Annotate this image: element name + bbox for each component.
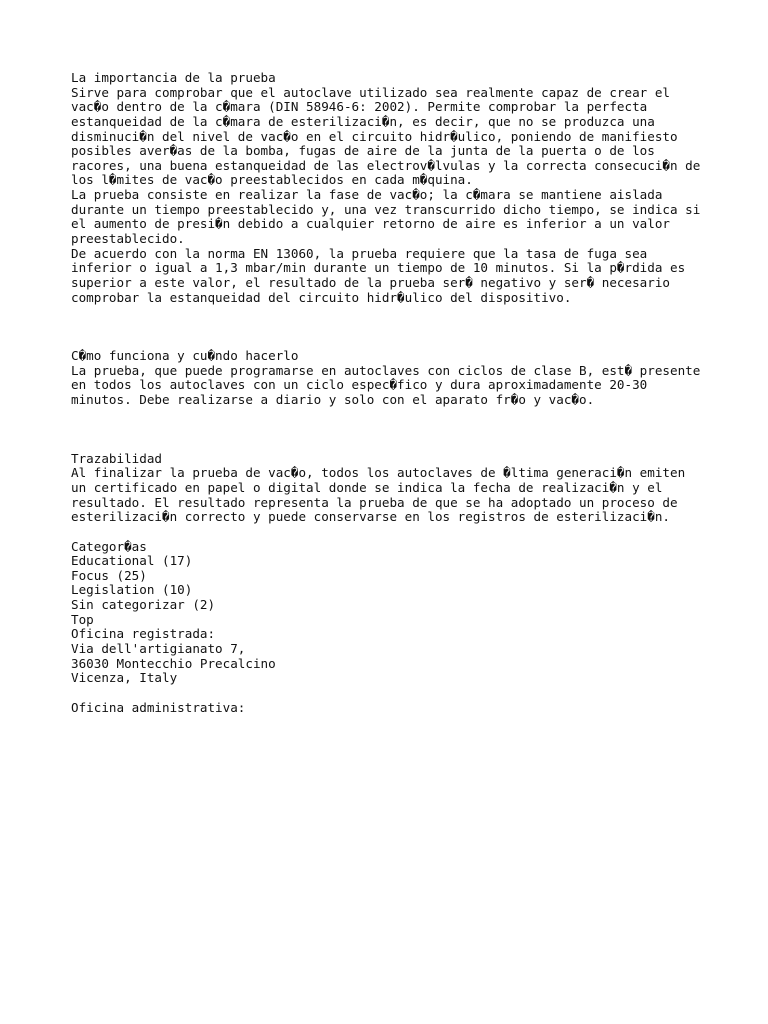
paragraph-line: el aumento de presi�n debido a cualquier retorno de aire es inferior a un valor: [71, 216, 670, 232]
category-link-legislation[interactable]: Legislation (10): [71, 582, 193, 598]
paragraph-line: un certificado en papel o digital donde se indica la fecha de realizaci�n y el: [71, 479, 663, 495]
paragraph-line: De acuerdo con la norma EN 13060, la prueba requiere que la tasa de fuga sea: [71, 245, 648, 261]
categories-heading: Categor�as: [71, 538, 147, 554]
address-line: Vicenza, Italy: [71, 670, 178, 686]
paragraph-line: superior a este valor, el resultado de la prueba ser� negativo y ser� necesario: [71, 274, 670, 290]
address-line: Via dell'artigianato 7,: [71, 640, 246, 656]
paragraph-line: disminuci�n del nivel de vac�o en el circuito hidr�ulico, poniendo de manifiesto: [71, 128, 678, 144]
spacer: [71, 335, 711, 350]
spacer: [71, 437, 711, 452]
section-heading-importancia: La importancia de la prueba: [71, 70, 276, 85]
category-link-sin-categorizar[interactable]: Sin categorizar (2): [71, 597, 216, 613]
paragraph-line: Al finalizar la prueba de vac�o, todos los autoclaves de �ltima generaci�n emiten: [71, 465, 686, 481]
spacer: [71, 408, 711, 423]
spacer: [71, 305, 711, 320]
category-link-focus[interactable]: Focus (25): [71, 567, 147, 583]
section-heading-trazabilidad: Trazabilidad: [71, 450, 162, 466]
paragraph-line: los l�mites de vac�o preestablecidos en cada m�quina.: [71, 172, 473, 188]
section-heading-como-funciona: C�mo funciona y cu�ndo hacerlo: [71, 348, 299, 364]
document-body: [71, 71, 711, 715]
paragraph-line: La prueba, que puede programarse en autoclaves con ciclos de clase B, est� presente: [71, 362, 701, 378]
spacer: [71, 525, 711, 540]
registered-office-heading: Oficina registrada:: [71, 626, 216, 642]
paragraph-line: minutos. Debe realizarse a diario y solo con el aparato fr�o y vac�o.: [71, 392, 595, 408]
paragraph-line: racores, una buena estanqueidad de las electrov�lvulas y la correcta consecuci�n de: [71, 157, 701, 173]
spacer: [71, 686, 711, 701]
paragraph-line: resultado. El resultado representa la prueba de que se ha adoptado un proceso de: [71, 494, 678, 510]
address-line: 36030 Montecchio Precalcino: [71, 655, 276, 671]
paragraph-line: estanqueidad de la c�mara de esterilizaci�n, es decir, que no se produzca una: [71, 113, 655, 129]
paragraph-line: preestablecido.: [71, 231, 185, 247]
paragraph-line: posibles aver�as de la bomba, fugas de aire de la junta de la puerta o de los: [71, 143, 655, 159]
paragraph-line: durante un tiempo preestablecido y, una vez transcurrido dicho tiempo, se indica si: [71, 201, 701, 217]
admin-office-heading: Oficina administrativa:: [71, 699, 246, 715]
paragraph-line: comprobar la estanqueidad del circuito hidr�ulico del dispositivo.: [71, 289, 572, 305]
category-link-educational[interactable]: Educational (17): [71, 553, 193, 569]
spacer: [71, 320, 711, 335]
paragraph-line: inferior o igual a 1,3 mbar/min durante un tiempo de 10 minutos. Si la p�rdida es: [71, 260, 686, 276]
paragraph-line: esterilizaci�n correcto y puede conservarse en los registros de esterilizaci�n.: [71, 509, 670, 525]
spacer: [71, 422, 711, 437]
paragraph-line: Sirve para comprobar que el autoclave utilizado sea realmente capaz de crear el: [71, 84, 670, 100]
top-link[interactable]: Top: [71, 611, 94, 627]
paragraph-line: La prueba consiste en realizar la fase de vac�o; la c�mara se mantiene aislada: [71, 187, 663, 203]
paragraph-line: en todos los autoclaves con un ciclo espec�fico y dura aproximadamente 20-30: [71, 377, 648, 393]
paragraph-line: vac�o dentro de la c�mara (DIN 58946-6: 2002). Permite comprobar la perfecta: [71, 99, 648, 115]
